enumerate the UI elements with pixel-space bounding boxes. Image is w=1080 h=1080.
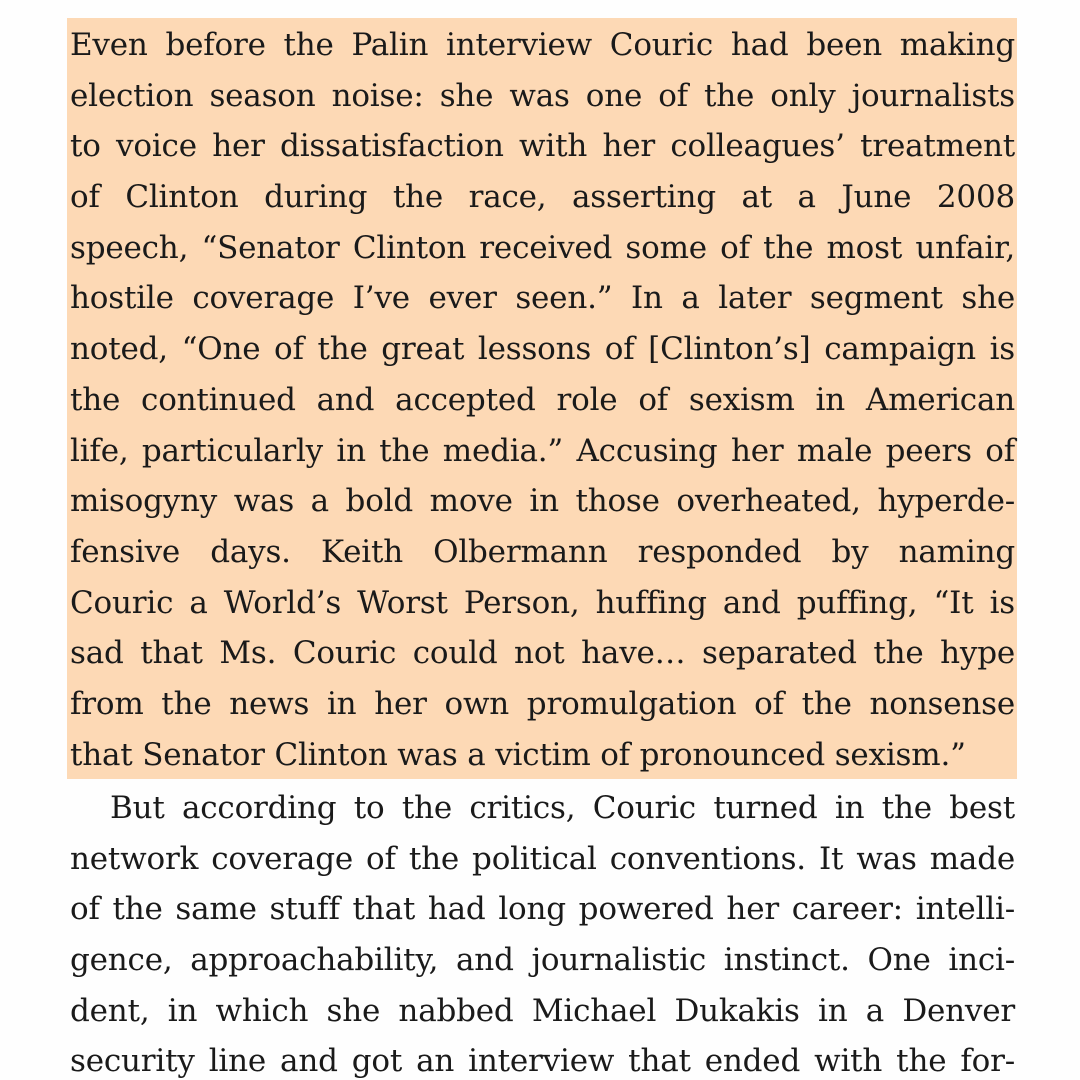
text-line: fensive days. Keith Olbermann responded by naming <box>70 533 1015 570</box>
text-line: dent, in which she nabbed Michael Dukakis in a Denver <box>70 992 1015 1029</box>
text-line: election season noise: she was one of the only journalists <box>70 77 1015 114</box>
text-line: hostile coverage I’ve ever seen.” In a later segment she <box>70 280 1015 317</box>
next-paragraph[interactable] <box>70 783 1015 1080</box>
text-line: speech, “Senator Clinton received some of the most unfair, <box>70 229 1015 266</box>
text-line: Even before the Palin interview Couric had been making <box>70 27 1015 63</box>
text-line: from the news in her own promulgation of the nonsense <box>70 685 1015 722</box>
text-line: of Clinton during the race, asserting at a June 2008 <box>70 179 1015 216</box>
text-line: Couric a World’s Worst Person, huffing and puffing, “It is <box>70 584 1015 621</box>
text-line: gence, approachability, and journalistic instinct. One inci- <box>70 942 1015 979</box>
text-line: of the same stuff that had long powered her career: intelli- <box>70 891 1015 928</box>
text-line: security line and got an interview that ended with the for- <box>70 1043 1015 1080</box>
text-line: sad that Ms. Couric could not have… separated the hype <box>70 635 1015 672</box>
text-line: network coverage of the political conventions. It was made <box>70 840 1015 877</box>
text-line: But according to the critics, Couric turned in the best <box>110 790 1015 826</box>
text-line: noted, “One of the great lessons of [Clinton’s] campaign is <box>70 331 1015 368</box>
text-line: that Senator Clinton was a victim of pronounced sexism.” <box>70 736 966 773</box>
text-line: the continued and accepted role of sexism in American <box>70 381 1015 418</box>
highlighted-paragraph[interactable] <box>70 20 1015 780</box>
text-line: misogyny was a bold move in those overheated, hyperde- <box>70 483 1015 520</box>
text-line: life, particularly in the media.” Accusing her male peers of <box>70 432 1015 469</box>
text-line: to voice her dissatisfaction with her colleagues’ treatment <box>70 128 1015 165</box>
